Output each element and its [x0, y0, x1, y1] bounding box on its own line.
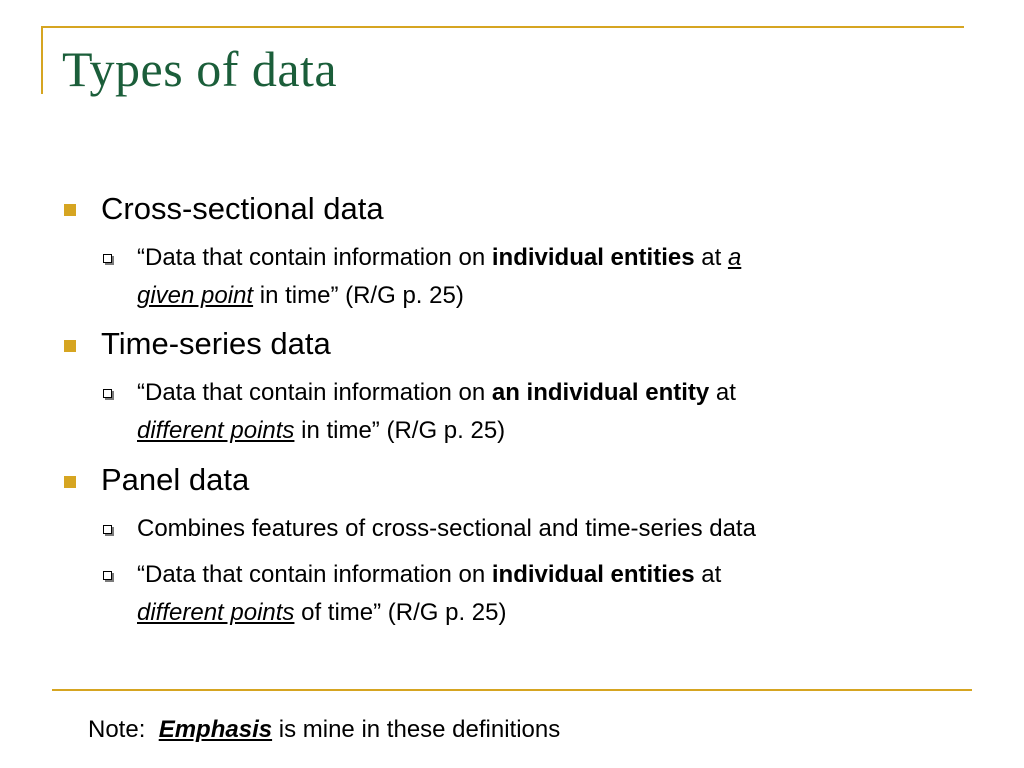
hollow-square-bullet-icon	[103, 525, 112, 534]
underlined-emphasis: a	[727, 244, 742, 271]
bullet-panel-data: Panel data	[101, 462, 250, 497]
slide-title: Types of data	[62, 41, 338, 97]
bold-emphasis: individual entities	[491, 244, 695, 271]
definition-text: “Data that contain information on	[137, 561, 492, 588]
hollow-square-bullet-icon	[103, 389, 112, 398]
definition-cross-sectional	[137, 239, 741, 315]
bold-emphasis: individual entities	[491, 561, 695, 588]
underlined-emphasis: different points	[137, 599, 295, 626]
note-suffix: is mine in these definitions	[272, 716, 561, 743]
hollow-square-bullet-icon	[103, 254, 112, 263]
footer-rule	[52, 689, 972, 691]
bold-emphasis: an individual entity	[491, 379, 710, 406]
note-prefix: Note:	[88, 716, 159, 743]
definition-panel-data	[137, 556, 721, 632]
definition-panel-combines: Combines features of cross-sectional and time-series data	[137, 515, 756, 542]
definition-text: at	[694, 244, 728, 271]
definition-text: of time” (R/G p. 25)	[294, 599, 507, 626]
definition-time-series	[137, 374, 736, 450]
bullet-time-series: Time-series data	[101, 326, 331, 361]
definition-text: “Data that contain information on	[137, 244, 492, 271]
definition-text: at	[694, 561, 722, 588]
footer-note	[88, 716, 560, 744]
square-bullet-icon	[64, 340, 76, 352]
bullet-cross-sectional: Cross-sectional data	[101, 191, 384, 226]
underlined-emphasis: given point	[137, 282, 254, 309]
definition-text: at	[709, 379, 736, 406]
definition-text: “Data that contain information on	[137, 379, 492, 406]
note-emphasis: Emphasis	[158, 716, 273, 743]
definition-text: in time” (R/G p. 25)	[253, 282, 464, 309]
square-bullet-icon	[64, 476, 76, 488]
square-bullet-icon	[64, 204, 76, 216]
underlined-emphasis: different points	[137, 417, 295, 444]
definition-text: in time” (R/G p. 25)	[294, 417, 506, 444]
hollow-square-bullet-icon	[103, 571, 112, 580]
